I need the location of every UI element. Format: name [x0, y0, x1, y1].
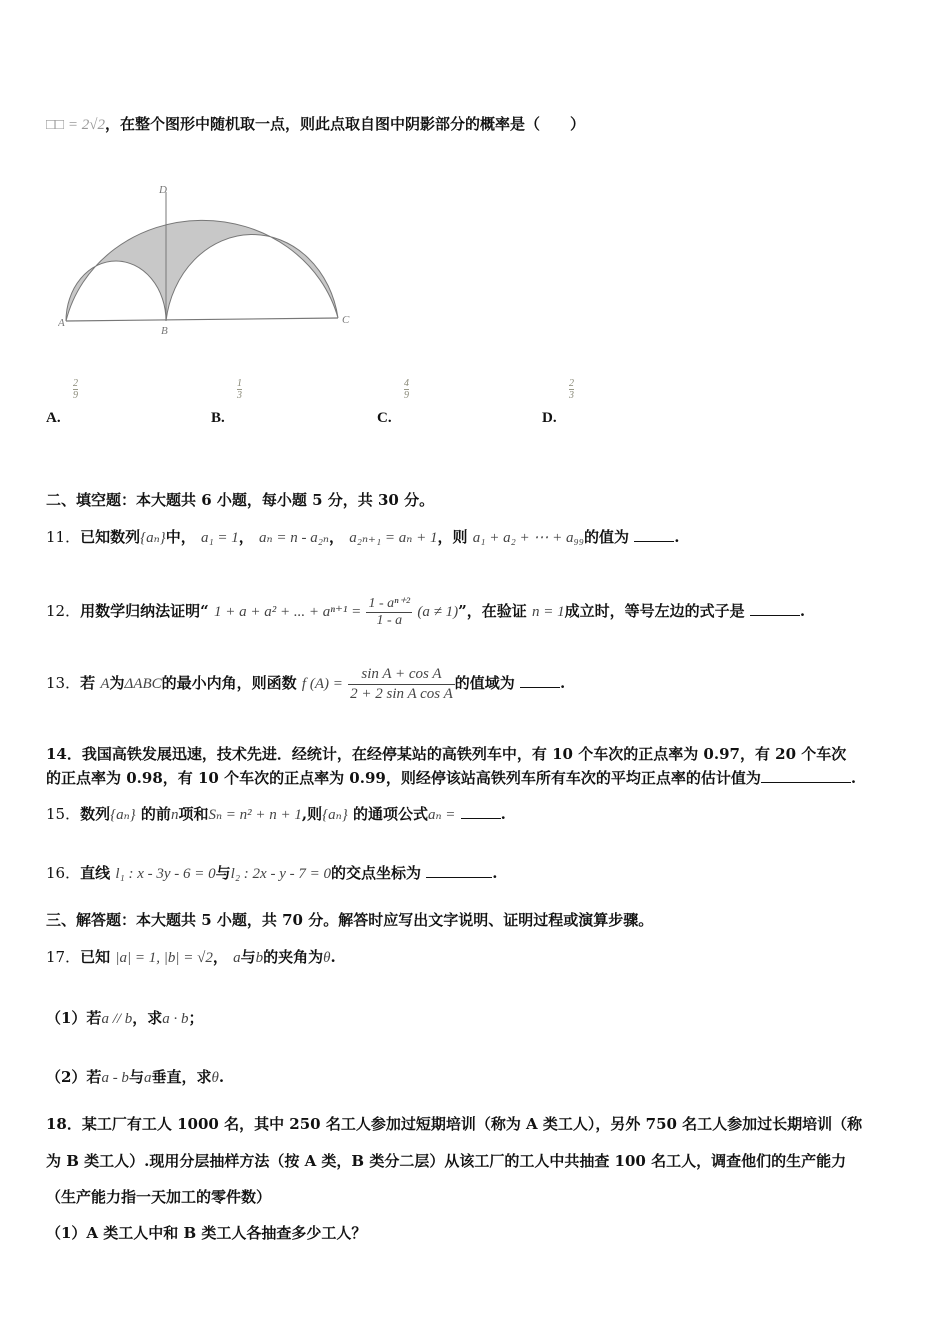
option-c-num: 4	[404, 378, 409, 389]
q16-number: 16．	[46, 864, 81, 882]
option-b-den: 3	[237, 390, 242, 401]
q13-text4: 的值域为	[454, 674, 515, 692]
option-b[interactable]: B.	[211, 410, 225, 426]
q10-text: ，在整个图形中随机取一点，则此点取自图中阴影部分的概率是（ ）	[104, 115, 585, 133]
q17-p2-math1: a - b	[101, 1070, 129, 1086]
q15-math2: Sₙ = n² + n + 1	[208, 807, 302, 823]
option-b-num: 1	[237, 378, 242, 389]
q14-line2	[46, 767, 856, 789]
q15-text1: 数列	[80, 805, 111, 823]
section2-heading: 二、填空题：本大题共 6 小题，每小题 5 分，共 30 分。	[46, 491, 435, 509]
q16	[46, 862, 497, 885]
q16-answer-blank[interactable]	[426, 877, 492, 878]
q11: 11．已知数列{aₙ}中， a₁ = 1， aₙ = n - a₂ₙ， a₂ₙ₊₁ = aₙ + 1，则 a₁ + a₂ + ⋯ + a₉₉的值为 .	[46, 528, 680, 546]
q16-end: .	[492, 864, 498, 882]
q12-text3: 成立时，等号左边的式子是	[564, 602, 745, 620]
option-d-num: 2	[569, 378, 574, 389]
q12-frac-num: 1 - aⁿ⁺²	[368, 595, 411, 611]
q13-text3: 的最小内角，则函数	[161, 674, 297, 692]
q14-answer-blank[interactable]	[761, 782, 851, 783]
q13-fraction	[348, 665, 455, 704]
q13-frac-den: 2 + 2 sin A cos A	[350, 685, 453, 702]
option-a[interactable]: A.	[46, 410, 61, 426]
q17-p1-text1: ，求	[132, 1009, 163, 1027]
q17-p2-text2: 垂直，求	[151, 1068, 212, 1086]
q18-line3: （生产能力指一天加工的零件数）	[46, 1188, 272, 1206]
q17-number: 17．	[46, 948, 81, 966]
q15-seq2: {aₙ}	[322, 807, 348, 823]
q17-p2-text1: 与	[128, 1068, 144, 1086]
q11-answer-blank[interactable]	[634, 541, 674, 542]
option-c[interactable]: C.	[377, 410, 392, 426]
section3-heading: 三、解答题：本大题共 5 小题，共 70 分。解答时应写出文字说明、证明过程或演算步骤。	[46, 911, 654, 929]
q15-number: 15．	[46, 805, 81, 823]
q12-text1: 用数学归纳法证明	[80, 602, 201, 620]
q15-end: .	[500, 805, 506, 823]
q17-p2-end: .	[218, 1068, 225, 1086]
q13-math1: A	[100, 676, 110, 692]
q10-stem	[46, 113, 585, 136]
q15	[46, 803, 506, 826]
q11-math4: a₁ + a₂ + ⋯ + a₉₉	[472, 530, 584, 546]
q17-math3: b	[255, 950, 264, 966]
q17-text4: 的夹角为	[263, 948, 324, 966]
q17-text3: 与	[240, 948, 256, 966]
option-a-num: 2	[73, 378, 78, 389]
q13-text1: 若	[80, 674, 96, 692]
q13-function-lhs: f (A) =	[301, 676, 343, 692]
baseline-ac	[66, 318, 338, 321]
q16-text3: 的交点坐标为	[330, 864, 421, 882]
option-d-fraction	[569, 378, 574, 401]
q14-line2-text: 的正点率为 0.98，有 10 个车次的正点率为 0.99，则经停该站高铁列车所有车次的平均正点率的估计值为	[46, 769, 761, 787]
q17-part2	[46, 1066, 224, 1089]
q16-text2: 与	[215, 864, 231, 882]
q15-math3: aₙ =	[427, 807, 456, 823]
q14-end: .	[850, 769, 857, 787]
q13	[46, 663, 565, 704]
q12-math1: n = 1	[532, 604, 565, 620]
q12-answer-blank[interactable]	[750, 615, 800, 616]
q11-math2: aₙ = n - a₂ₙ	[259, 530, 330, 546]
q17-p2-label: （2）若	[46, 1068, 102, 1086]
q16-math2: l₂ : 2x - y - 7 = 0	[230, 866, 331, 882]
q15-text3: 项和	[178, 805, 209, 823]
q18-line1: 18．某工厂有工人 1000 名，其中 250 名工人参加过短期培训（称为 A 类工人），另外 750 名工人参加过长期培训（称	[46, 1115, 863, 1133]
q12-right-quote: ”	[458, 602, 467, 620]
option-d[interactable]: D.	[542, 410, 557, 426]
option-b-fraction	[237, 378, 242, 401]
q12-fraction	[366, 596, 412, 629]
q13-number: 13．	[46, 674, 81, 692]
q17-p1-math1: a // b	[101, 1011, 133, 1027]
q17-p1-end: ；	[188, 1009, 204, 1027]
q17-p2-math2: a	[143, 1070, 152, 1086]
q15-text2: 的前	[140, 805, 171, 823]
label-b: B	[161, 325, 168, 337]
q17-p1-label: （1）若	[46, 1009, 102, 1027]
q11-number: 11．	[46, 528, 81, 546]
q18-line2: 为 B 类工人）.现用分层抽样方法（按 A 类，B 类分二层）从该工厂的工人中共抽查 100 名工人，调查他们的生产能力	[46, 1152, 847, 1170]
q13-end: .	[560, 674, 566, 692]
q12-condition: (a ≠ 1)	[417, 604, 459, 620]
option-d-den: 3	[569, 390, 574, 401]
q12-number: 12．	[46, 602, 81, 620]
q16-math1: l₁ : x - 3y - 6 = 0	[115, 866, 216, 882]
q17-p1-math2: a · b	[162, 1011, 189, 1027]
q11-text2: 中，	[165, 528, 196, 546]
q17-part1	[46, 1007, 204, 1030]
q11-end: .	[674, 528, 680, 546]
q17-math1: |a| = 1, |b| = √2	[115, 950, 213, 966]
q12-frac-den: 1 - a	[376, 612, 403, 628]
q12-lhs: 1 + a + a² + ... + aⁿ⁺¹ =	[213, 604, 362, 620]
q10-prefix-math: □□ = 2√2	[46, 117, 105, 133]
q11-math1: a₁ = 1	[200, 530, 239, 546]
q15-math1: n	[170, 807, 179, 823]
q13-math2: ΔABC	[124, 676, 162, 692]
label-c: C	[342, 314, 350, 326]
q12-end: .	[799, 602, 806, 620]
q11-seq: {aₙ}	[140, 530, 166, 546]
q12-text2: ，在验证	[466, 602, 527, 620]
q15-answer-blank[interactable]	[461, 818, 501, 819]
option-c-den: 9	[404, 390, 409, 401]
shaded-region	[66, 220, 338, 321]
q11-text3: ，则	[437, 528, 468, 546]
option-c-fraction	[404, 378, 409, 401]
q15-text5: 的通项公式	[352, 805, 428, 823]
q17-end: .	[330, 948, 336, 966]
label-a: A	[58, 317, 65, 329]
q16-text1: 直线	[80, 864, 111, 882]
q13-text2: 为	[109, 674, 125, 692]
q17-math4: θ	[323, 950, 331, 966]
q11-text1: 已知数列	[80, 528, 141, 546]
q13-answer-blank[interactable]	[520, 687, 560, 688]
q17-text1: 已知	[80, 948, 111, 966]
label-d: D	[159, 184, 167, 196]
option-a-fraction	[73, 378, 78, 401]
q12-left-quote: “	[200, 602, 209, 620]
q12	[46, 594, 805, 629]
q11-math3: a₂ₙ₊₁ = aₙ + 1	[349, 530, 438, 546]
q17	[46, 946, 336, 969]
q15-text4: ,则	[301, 805, 323, 823]
q14-line1: 14．我国高铁发展迅速，技术先进．经统计，在经停某站的高铁列车中，有 10 个车次的正点率为 0.97，有 20 个车次	[46, 745, 847, 763]
q11-text4: 的值为	[583, 528, 629, 546]
q13-frac-num: sin A + cos A	[348, 665, 455, 685]
q15-seq: {aₙ}	[110, 807, 136, 823]
q17-p2-math3: θ	[211, 1070, 219, 1086]
q17-text2: ，	[212, 948, 228, 966]
q17-math2: a	[233, 950, 241, 966]
option-a-den: 9	[73, 390, 78, 401]
q18-line4: （1）A 类工人中和 B 类工人各抽查多少工人？	[46, 1224, 367, 1242]
semicircle-figure	[58, 178, 368, 343]
